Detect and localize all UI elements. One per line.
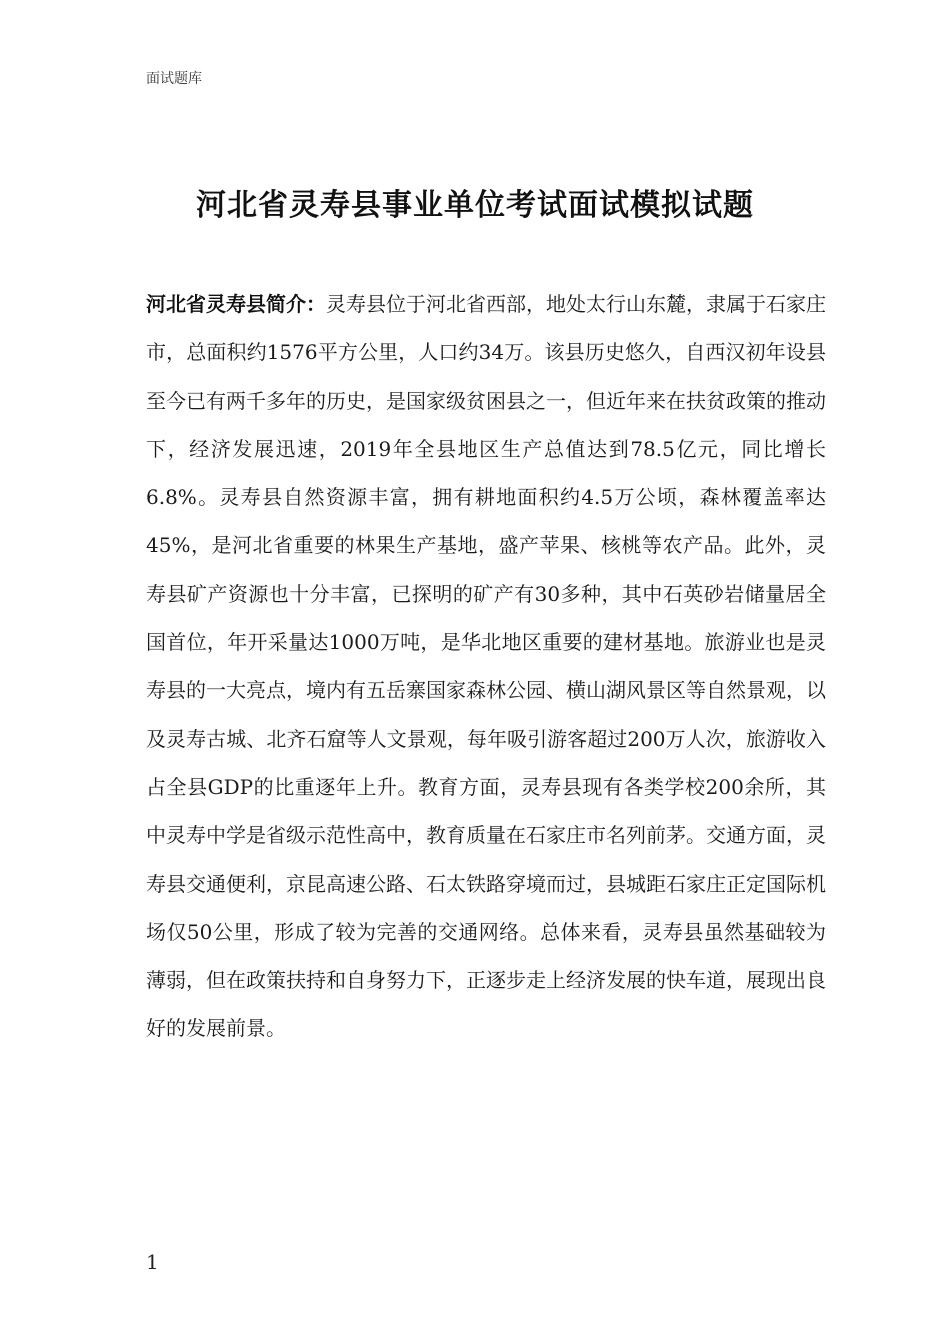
intro-text: 灵寿县位于河北省西部，地处太行山东麓，隶属于石家庄市，总面积约1576平方公里，人口约34万。该县历史悠久，自西汉初年设县至今已有两千多年的历史，是国家级贫困县之一，但近年来在扶贫政策的推动下，经济发展迅速，2019年全县地区生产总值达到78.5亿元，同比增长6.8%。灵寿县自然资源丰富，拥有耕地面积约4.5万公顷，森林覆盖率达45%，是河北省重要的林果生产基地，盛产苹果、核桃等农产品。此外，灵寿县矿产资源也十分丰富，已探明的矿产有30多种，其中石英砂岩储量居全国首位，年开采量达1000万吨，是华北地区重要的建材基地。旅游业也是灵寿县的一大亮点，境内有五岳寨国家森林公园、横山湖风景区等自然景观，以及灵寿古城、北齐石窟等人文景观，每年吸引游客超过200万人次，旅游收入占全县GDP的比重逐年上升。教育方面，灵寿县现有各类学校200余所，其中灵寿中学是省级示范性高中，教育质量在石家庄市名列前茅。交通方面，灵寿县交通便利，京昆高速公路、石太铁路穿境而过，县城距石家庄正定国际机场仅50公里，形成了较为完善的交通网络。总体来看，灵寿县虽然基础较为薄弱，但在政策扶持和自身努力下，正逐步走上经济发展的快车道，展现出良好的发展前景。 xyxy=(146,292,826,1041)
page-number: 1 xyxy=(146,1250,159,1274)
header-label: 面试题库 xyxy=(146,71,202,87)
document-title: 河北省灵寿县事业单位考试面试模拟试题 xyxy=(196,188,754,223)
intro-label: 河北省灵寿县简介： xyxy=(146,292,326,316)
intro-paragraph xyxy=(146,280,826,1053)
